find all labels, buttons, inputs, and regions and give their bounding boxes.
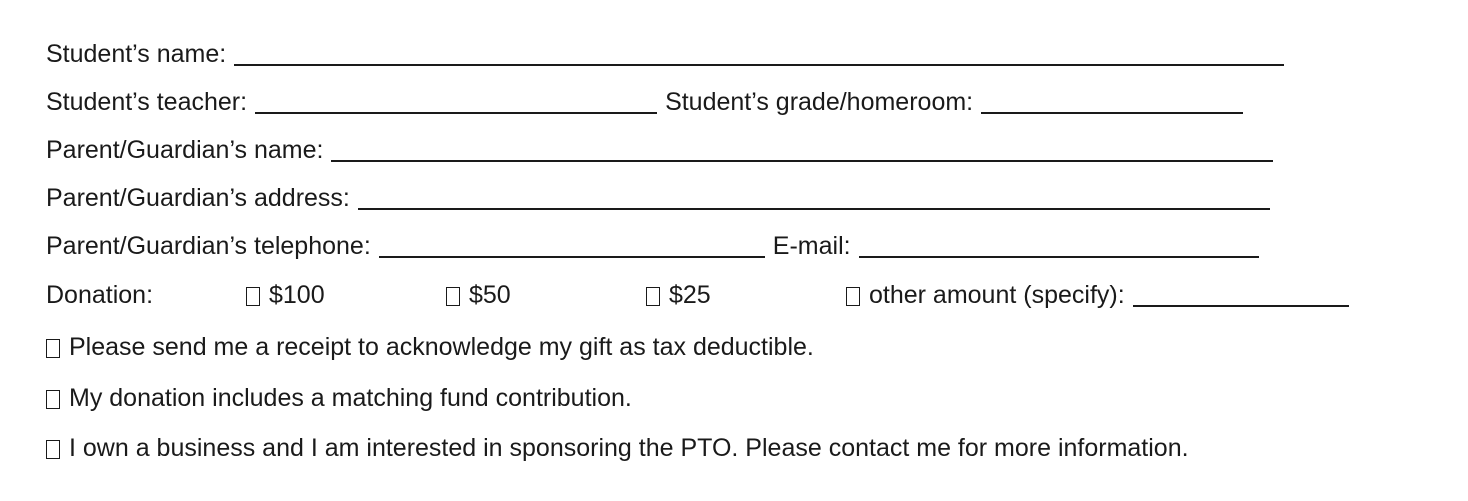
- student-teacher-label: Student’s teacher:: [46, 88, 248, 116]
- parent-name-field[interactable]: [331, 134, 1273, 162]
- receipt-row: [46, 330, 814, 362]
- parent-name-label: Parent/Guardian’s name:: [46, 136, 324, 164]
- matching-label: My donation includes a matching fund contribution.: [69, 384, 632, 412]
- email-field[interactable]: [859, 230, 1259, 258]
- student-name-row: [46, 37, 1284, 69]
- checkbox-icon[interactable]: [846, 287, 860, 306]
- donation-label: Donation:: [46, 281, 154, 309]
- donation-option-other[interactable]: other amount (specify):: [846, 279, 1349, 310]
- matching-row: [46, 381, 632, 413]
- student-name-field[interactable]: [234, 38, 1284, 66]
- parent-phone-row: [46, 229, 1259, 261]
- business-row: [46, 431, 1189, 463]
- student-grade-label: Student’s grade/homeroom:: [665, 88, 974, 116]
- donation-option-25[interactable]: $25: [646, 280, 711, 310]
- matching-checkbox-icon[interactable]: [46, 390, 60, 409]
- email-label: E-mail:: [772, 232, 851, 260]
- student-teacher-field[interactable]: [255, 86, 657, 114]
- other-amount-field[interactable]: [1133, 279, 1349, 307]
- parent-phone-field[interactable]: [379, 230, 765, 258]
- parent-phone-label: Parent/Guardian’s telephone:: [46, 232, 371, 260]
- student-name-label: Student’s name:: [46, 40, 227, 68]
- parent-address-row: [46, 181, 1270, 213]
- business-checkbox-icon[interactable]: [46, 440, 60, 459]
- checkbox-icon[interactable]: [646, 287, 660, 306]
- parent-name-row: [46, 133, 1273, 165]
- donation-option-100[interactable]: $100: [246, 280, 325, 310]
- student-teacher-row: [46, 85, 1243, 117]
- receipt-label: Please send me a receipt to acknowledge my gift as tax deductible.: [69, 333, 814, 361]
- receipt-checkbox-icon[interactable]: [46, 339, 60, 358]
- parent-address-field[interactable]: [358, 182, 1270, 210]
- donation-row: [46, 278, 1426, 310]
- business-label: I own a business and I am interested in sponsoring the PTO. Please contact me for more information.: [69, 434, 1189, 462]
- parent-address-label: Parent/Guardian’s address:: [46, 184, 350, 212]
- checkbox-icon[interactable]: [246, 287, 260, 306]
- student-grade-field[interactable]: [981, 86, 1243, 114]
- checkbox-icon[interactable]: [446, 287, 460, 306]
- donation-option-50[interactable]: $50: [446, 280, 511, 310]
